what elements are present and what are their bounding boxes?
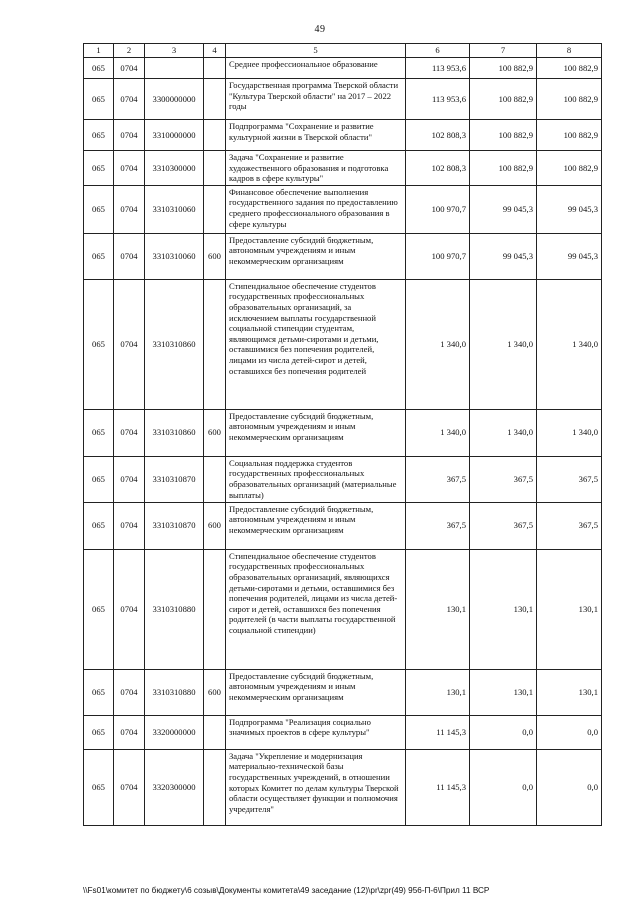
expense-type-cell: 600 (204, 502, 226, 549)
amount-cell: 100 882,9 (470, 79, 537, 120)
code-cell: 065 (84, 233, 114, 279)
target-article-cell: 3320300000 (145, 749, 204, 825)
amount-cell: 1 340,0 (470, 409, 537, 456)
item-name-cell: Стипендиальное обеспечение студентов государственных профессиональных образовательных организаций, за исключением выплаты государственной социальной стипендии студентам, являющимся детьми-сиротами и детьми, оставшимися без попечения родителей, лицами из числа детей-сирот и детей, оставшихся без попечения родителей (226, 279, 406, 409)
section-cell: 0704 (114, 549, 145, 669)
target-article-cell: 3300000000 (145, 79, 204, 120)
table-row (84, 669, 602, 715)
expense-type-cell (204, 79, 226, 120)
expense-type-cell (204, 715, 226, 749)
amount-cell: 99 045,3 (470, 185, 537, 233)
amount-cell: 367,5 (406, 456, 470, 502)
column-header: 7 (470, 44, 537, 58)
column-header: 5 (226, 44, 406, 58)
code-cell: 065 (84, 79, 114, 120)
amount-cell: 99 045,3 (537, 233, 602, 279)
amount-cell: 100 882,9 (470, 151, 537, 186)
item-name-cell: Государственная программа Тверской области "Культура Тверской области" на 2017 – 2022 годы (226, 79, 406, 120)
amount-cell: 11 145,3 (406, 749, 470, 825)
amount-cell: 11 145,3 (406, 715, 470, 749)
section-cell: 0704 (114, 749, 145, 825)
column-header: 2 (114, 44, 145, 58)
expense-type-cell (204, 456, 226, 502)
table-row (84, 749, 602, 825)
target-article-cell: 3310310870 (145, 502, 204, 549)
budget-table (83, 43, 602, 826)
code-cell: 065 (84, 549, 114, 669)
expense-type-cell (204, 549, 226, 669)
table-row (84, 151, 602, 186)
page-number: 49 (314, 24, 326, 35)
target-article-cell (145, 58, 204, 79)
target-article-cell: 3310310860 (145, 409, 204, 456)
column-header: 6 (406, 44, 470, 58)
item-name-cell: Социальная поддержка студентов государственных профессиональных образовательных организаций (материальные выплаты) (226, 456, 406, 502)
target-article-cell: 3310310880 (145, 549, 204, 669)
amount-cell: 102 808,3 (406, 151, 470, 186)
amount-cell: 367,5 (470, 456, 537, 502)
amount-cell: 130,1 (470, 549, 537, 669)
section-cell: 0704 (114, 409, 145, 456)
amount-cell: 0,0 (470, 715, 537, 749)
item-name-cell: Подпрограмма "Реализация социально значимых проектов в сфере культуры" (226, 715, 406, 749)
target-article-cell: 3310300000 (145, 151, 204, 186)
code-cell: 065 (84, 409, 114, 456)
item-name-cell: Подпрограмма "Сохранение и развитие культурной жизни в Тверской области" (226, 120, 406, 151)
item-name-cell: Стипендиальное обеспечение студентов государственных профессиональных образовательных организаций, являющихся детьми-сиротами и детьми, оставшимися без попечения родителей, лицами из числа детей-сирот и детей, оставшихся без попечения родителей (в части выплаты государственной социальной стипендии) (226, 549, 406, 669)
section-cell: 0704 (114, 185, 145, 233)
amount-cell: 0,0 (537, 715, 602, 749)
item-name-cell: Среднее профессиональное образование (226, 58, 406, 79)
amount-cell: 130,1 (470, 669, 537, 715)
section-cell: 0704 (114, 279, 145, 409)
column-header: 3 (145, 44, 204, 58)
amount-cell: 367,5 (537, 502, 602, 549)
amount-cell: 1 340,0 (406, 409, 470, 456)
expense-type-cell (204, 749, 226, 825)
amount-cell: 367,5 (406, 502, 470, 549)
item-name-cell: Задача "Укрепление и модернизация материально-технической базы государственных учреждений, в отношении которых Комитет по делам культуры Тверской области осуществляет функции и полномочия учредителя" (226, 749, 406, 825)
amount-cell: 130,1 (406, 549, 470, 669)
target-article-cell: 3310310060 (145, 233, 204, 279)
amount-cell: 102 808,3 (406, 120, 470, 151)
column-number-row (84, 44, 602, 58)
amount-cell: 1 340,0 (406, 279, 470, 409)
amount-cell: 130,1 (406, 669, 470, 715)
table-row (84, 715, 602, 749)
section-cell: 0704 (114, 715, 145, 749)
code-cell: 065 (84, 151, 114, 186)
column-header: 1 (84, 44, 114, 58)
section-cell: 0704 (114, 151, 145, 186)
amount-cell: 1 340,0 (537, 279, 602, 409)
amount-cell: 100 970,7 (406, 233, 470, 279)
file-path-footer: \\Fs01\комитет по бюджету\6 созыв\Документы комитета\49 заседание (12)\pr\zpr(49) 956-П-6\Прил 11 ВСР (83, 886, 490, 895)
table-row (84, 456, 602, 502)
amount-cell: 100 882,9 (537, 79, 602, 120)
expense-type-cell (204, 151, 226, 186)
amount-cell: 100 882,9 (537, 151, 602, 186)
section-cell: 0704 (114, 669, 145, 715)
amount-cell: 113 953,6 (406, 79, 470, 120)
section-cell: 0704 (114, 79, 145, 120)
amount-cell: 99 045,3 (470, 233, 537, 279)
expense-type-cell: 600 (204, 669, 226, 715)
code-cell: 065 (84, 58, 114, 79)
table-row (84, 409, 602, 456)
section-cell: 0704 (114, 502, 145, 549)
amount-cell: 0,0 (537, 749, 602, 825)
amount-cell: 100 882,9 (470, 120, 537, 151)
amount-cell: 367,5 (537, 456, 602, 502)
code-cell: 065 (84, 456, 114, 502)
expense-type-cell (204, 185, 226, 233)
code-cell: 065 (84, 185, 114, 233)
table-row (84, 58, 602, 79)
target-article-cell: 3310000000 (145, 120, 204, 151)
target-article-cell: 3310310870 (145, 456, 204, 502)
expense-type-cell: 600 (204, 233, 226, 279)
code-cell: 065 (84, 715, 114, 749)
expense-type-cell (204, 58, 226, 79)
table-row (84, 233, 602, 279)
table-row (84, 79, 602, 120)
amount-cell: 100 970,7 (406, 185, 470, 233)
table-row (84, 120, 602, 151)
amount-cell: 0,0 (470, 749, 537, 825)
table-row (84, 502, 602, 549)
code-cell: 065 (84, 502, 114, 549)
expense-type-cell (204, 279, 226, 409)
section-cell: 0704 (114, 58, 145, 79)
amount-cell: 100 882,9 (537, 120, 602, 151)
amount-cell: 99 045,3 (537, 185, 602, 233)
code-cell: 065 (84, 120, 114, 151)
amount-cell: 367,5 (470, 502, 537, 549)
amount-cell: 113 953,6 (406, 58, 470, 79)
expense-type-cell (204, 120, 226, 151)
column-header: 4 (204, 44, 226, 58)
item-name-cell: Финансовое обеспечение выполнения государственного задания по предоставлению среднего профессионального образования в сфере культуры (226, 185, 406, 233)
amount-cell: 130,1 (537, 549, 602, 669)
target-article-cell: 3310310860 (145, 279, 204, 409)
target-article-cell: 3310310880 (145, 669, 204, 715)
code-cell: 065 (84, 749, 114, 825)
column-header: 8 (537, 44, 602, 58)
amount-cell: 100 882,9 (470, 58, 537, 79)
amount-cell: 1 340,0 (537, 409, 602, 456)
code-cell: 065 (84, 279, 114, 409)
table-row (84, 279, 602, 409)
target-article-cell: 3310310060 (145, 185, 204, 233)
section-cell: 0704 (114, 120, 145, 151)
amount-cell: 1 340,0 (470, 279, 537, 409)
section-cell: 0704 (114, 456, 145, 502)
target-article-cell: 3320000000 (145, 715, 204, 749)
item-name-cell: Предоставление субсидий бюджетным, автономным учреждениям и иным некоммерческим организациям (226, 669, 406, 715)
item-name-cell: Задача "Сохранение и развитие художественного образования и подготовка кадров в сфере культуры" (226, 151, 406, 186)
item-name-cell: Предоставление субсидий бюджетным, автономным учреждениям и иным некоммерческим организациям (226, 233, 406, 279)
table-row (84, 185, 602, 233)
section-cell: 0704 (114, 233, 145, 279)
table-row (84, 549, 602, 669)
code-cell: 065 (84, 669, 114, 715)
amount-cell: 130,1 (537, 669, 602, 715)
expense-type-cell: 600 (204, 409, 226, 456)
item-name-cell: Предоставление субсидий бюджетным, автономным учреждениям и иным некоммерческим организациям (226, 502, 406, 549)
item-name-cell: Предоставление субсидий бюджетным, автономным учреждениям и иным некоммерческим организациям (226, 409, 406, 456)
amount-cell: 100 882,9 (537, 58, 602, 79)
